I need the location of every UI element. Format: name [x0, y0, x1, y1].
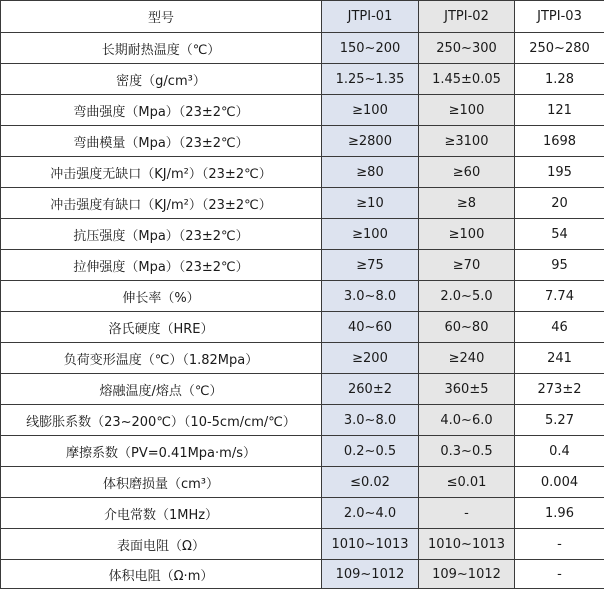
property-cell: 表面电阻（Ω）: [1, 529, 322, 560]
property-cell: 洛氏硬度（HRE）: [1, 312, 322, 343]
property-cell: 抗压强度（Mpa）（23±2℃）: [1, 219, 322, 250]
table-row: [1, 157, 604, 188]
property-cell: 弯曲模量（Mpa）（23±2℃）: [1, 126, 322, 157]
table-row: [1, 312, 604, 343]
jtpi-01-value: 40~60: [322, 312, 419, 343]
jtpi-01-value: ≥75: [322, 250, 419, 281]
jtpi-01-value: ≤0.02: [322, 467, 419, 498]
property-cell: 冲击强度有缺口（KJ/m²）（23±2℃）: [1, 188, 322, 219]
table-row: [1, 560, 604, 589]
jtpi-03-value: 0.004: [515, 467, 604, 498]
property-cell: 弯曲强度（Mpa）（23±2℃）: [1, 95, 322, 126]
table-row: [1, 281, 604, 312]
jtpi-02-value: ≤0.01: [419, 467, 515, 498]
property-cell: 长期耐热温度（℃）: [1, 33, 322, 64]
jtpi-03-value: 1698: [515, 126, 604, 157]
jtpi-03-value: -: [515, 529, 604, 560]
jtpi-01-value: 3.0~8.0: [322, 281, 419, 312]
jtpi-03-value: 273±2: [515, 374, 604, 405]
jtpi-02-value: 4.0~6.0: [419, 405, 515, 436]
jtpi-02-value: 0.3~0.5: [419, 436, 515, 467]
table-row: [1, 95, 604, 126]
table-row: [1, 33, 604, 64]
header-jtpi-03: JTPI-03: [515, 1, 604, 33]
property-cell: 冲击强度无缺口（KJ/m²）（23±2℃）: [1, 157, 322, 188]
jtpi-01-value: 3.0~8.0: [322, 405, 419, 436]
jtpi-01-value: 2.0~4.0: [322, 498, 419, 529]
jtpi-03-value: 95: [515, 250, 604, 281]
table-row: [1, 529, 604, 560]
jtpi-01-value: 1.25~1.35: [322, 64, 419, 95]
jtpi-02-value: ≥100: [419, 95, 515, 126]
jtpi-01-value: 150~200: [322, 33, 419, 64]
jtpi-02-value: -: [419, 498, 515, 529]
jtpi-02-value: 250~300: [419, 33, 515, 64]
jtpi-02-value: ≥8: [419, 188, 515, 219]
jtpi-02-value: 1.45±0.05: [419, 64, 515, 95]
table-row: [1, 250, 604, 281]
jtpi-03-value: 195: [515, 157, 604, 188]
jtpi-02-value: ≥240: [419, 343, 515, 374]
jtpi-01-value: 1010~1013: [322, 529, 419, 560]
jtpi-03-value: 46: [515, 312, 604, 343]
table-row: [1, 467, 604, 498]
jtpi-02-value: ≥100: [419, 219, 515, 250]
table-row: [1, 405, 604, 436]
jtpi-01-value: ≥200: [322, 343, 419, 374]
table-row: [1, 64, 604, 95]
table-row: [1, 498, 604, 529]
jtpi-01-value: ≥10: [322, 188, 419, 219]
jtpi-03-value: 5.27: [515, 405, 604, 436]
table-row: [1, 188, 604, 219]
table-header-row: [1, 1, 604, 33]
jtpi-01-value: ≥100: [322, 95, 419, 126]
jtpi-01-value: ≥2800: [322, 126, 419, 157]
jtpi-03-value: 250~280: [515, 33, 604, 64]
jtpi-02-value: 2.0~5.0: [419, 281, 515, 312]
property-cell: 密度（g/cm³）: [1, 64, 322, 95]
property-cell: 熔融温度/熔点（℃）: [1, 374, 322, 405]
jtpi-03-value: 1.96: [515, 498, 604, 529]
jtpi-03-value: 241: [515, 343, 604, 374]
jtpi-03-value: 121: [515, 95, 604, 126]
jtpi-02-value: 60~80: [419, 312, 515, 343]
jtpi-02-value: 1010~1013: [419, 529, 515, 560]
jtpi-03-value: 1.28: [515, 64, 604, 95]
table-row: [1, 126, 604, 157]
table-row: [1, 374, 604, 405]
table-row: [1, 436, 604, 467]
property-cell: 负荷变形温度（℃）（1.82Mpa）: [1, 343, 322, 374]
jtpi-02-value: ≥3100: [419, 126, 515, 157]
jtpi-03-value: -: [515, 560, 604, 589]
property-cell: 体积电阻（Ω·m）: [1, 560, 322, 589]
property-cell: 线膨胀系数（23~200℃）（10-5cm/cm/℃）: [1, 405, 322, 436]
property-cell: 摩擦系数（PV=0.41Mpa·m/s）: [1, 436, 322, 467]
header-jtpi-02: JTPI-02: [419, 1, 515, 33]
jtpi-01-value: 109~1012: [322, 560, 419, 589]
jtpi-03-value: 0.4: [515, 436, 604, 467]
jtpi-01-value: ≥100: [322, 219, 419, 250]
property-cell: 拉伸强度（Mpa）（23±2℃）: [1, 250, 322, 281]
jtpi-03-value: 20: [515, 188, 604, 219]
jtpi-02-value: ≥60: [419, 157, 515, 188]
jtpi-02-value: ≥70: [419, 250, 515, 281]
property-cell: 体积磨损量（cm³）: [1, 467, 322, 498]
table-row: [1, 219, 604, 250]
property-cell: 伸长率（%）: [1, 281, 322, 312]
jtpi-03-value: 7.74: [515, 281, 604, 312]
jtpi-01-value: ≥80: [322, 157, 419, 188]
table-row: [1, 343, 604, 374]
property-cell: 介电常数（1MHz）: [1, 498, 322, 529]
header-model: 型号: [1, 1, 322, 33]
jtpi-01-value: 0.2~0.5: [322, 436, 419, 467]
header-jtpi-01: JTPI-01: [322, 1, 419, 33]
jtpi-03-value: 54: [515, 219, 604, 250]
jtpi-01-value: 260±2: [322, 374, 419, 405]
jtpi-02-value: 109~1012: [419, 560, 515, 589]
jtpi-02-value: 360±5: [419, 374, 515, 405]
